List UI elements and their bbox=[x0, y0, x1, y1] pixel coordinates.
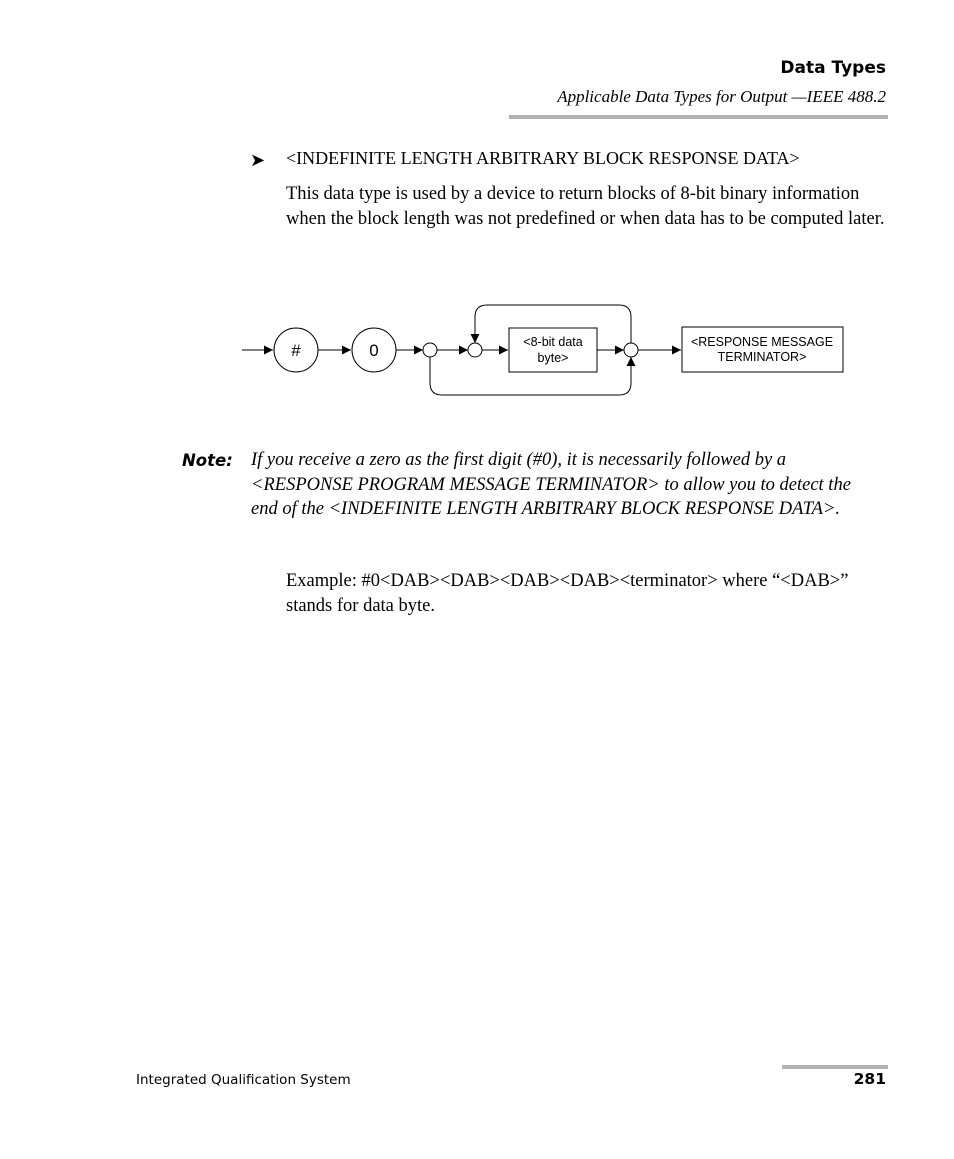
arrow-bullet-icon: ➤ bbox=[250, 150, 266, 171]
junction-1 bbox=[423, 343, 437, 357]
footer-rule bbox=[782, 1065, 888, 1069]
note-text: If you receive a zero as the first digit (#0), it is necessarily followed by a <RESPONSE PROGRAM MESSAGE TERMINATOR> to allow you to detect the end of the <INDEFINITE LENGTH ARBITRARY BLOCK RESPONSE DATA>. bbox=[251, 450, 851, 519]
data-byte-label-line1: <8-bit data bbox=[523, 335, 583, 349]
section-title: Data Types bbox=[780, 58, 886, 78]
junction-2 bbox=[468, 343, 482, 357]
data-byte-label-line2: byte> bbox=[537, 351, 569, 365]
page-number: 281 bbox=[853, 1070, 886, 1088]
zero-node-label: 0 bbox=[369, 341, 379, 360]
data-type-description: This data type is used by a device to return blocks of 8-bit binary information when the block length was not predefined or when data has to be computed later. bbox=[286, 184, 885, 229]
note-label: Note: bbox=[182, 451, 233, 470]
footer-document-title: Integrated Qualification System bbox=[136, 1072, 351, 1088]
hash-node-label: # bbox=[291, 341, 301, 360]
terminator-label-line2: TERMINATOR> bbox=[717, 350, 807, 364]
terminator-label-line1: <RESPONSE MESSAGE bbox=[690, 335, 834, 349]
junction-3 bbox=[624, 343, 638, 357]
data-type-heading: <INDEFINITE LENGTH ARBITRARY BLOCK RESPONSE DATA> bbox=[286, 148, 800, 168]
example-text: Example: #0<DAB><DAB><DAB><DAB><terminator> where “<DAB>” stands for data byte. bbox=[286, 571, 849, 616]
header-rule bbox=[509, 115, 888, 119]
syntax-diagram bbox=[238, 300, 850, 400]
section-subtitle: Applicable Data Types for Output —IEEE 488.2 bbox=[557, 87, 886, 106]
